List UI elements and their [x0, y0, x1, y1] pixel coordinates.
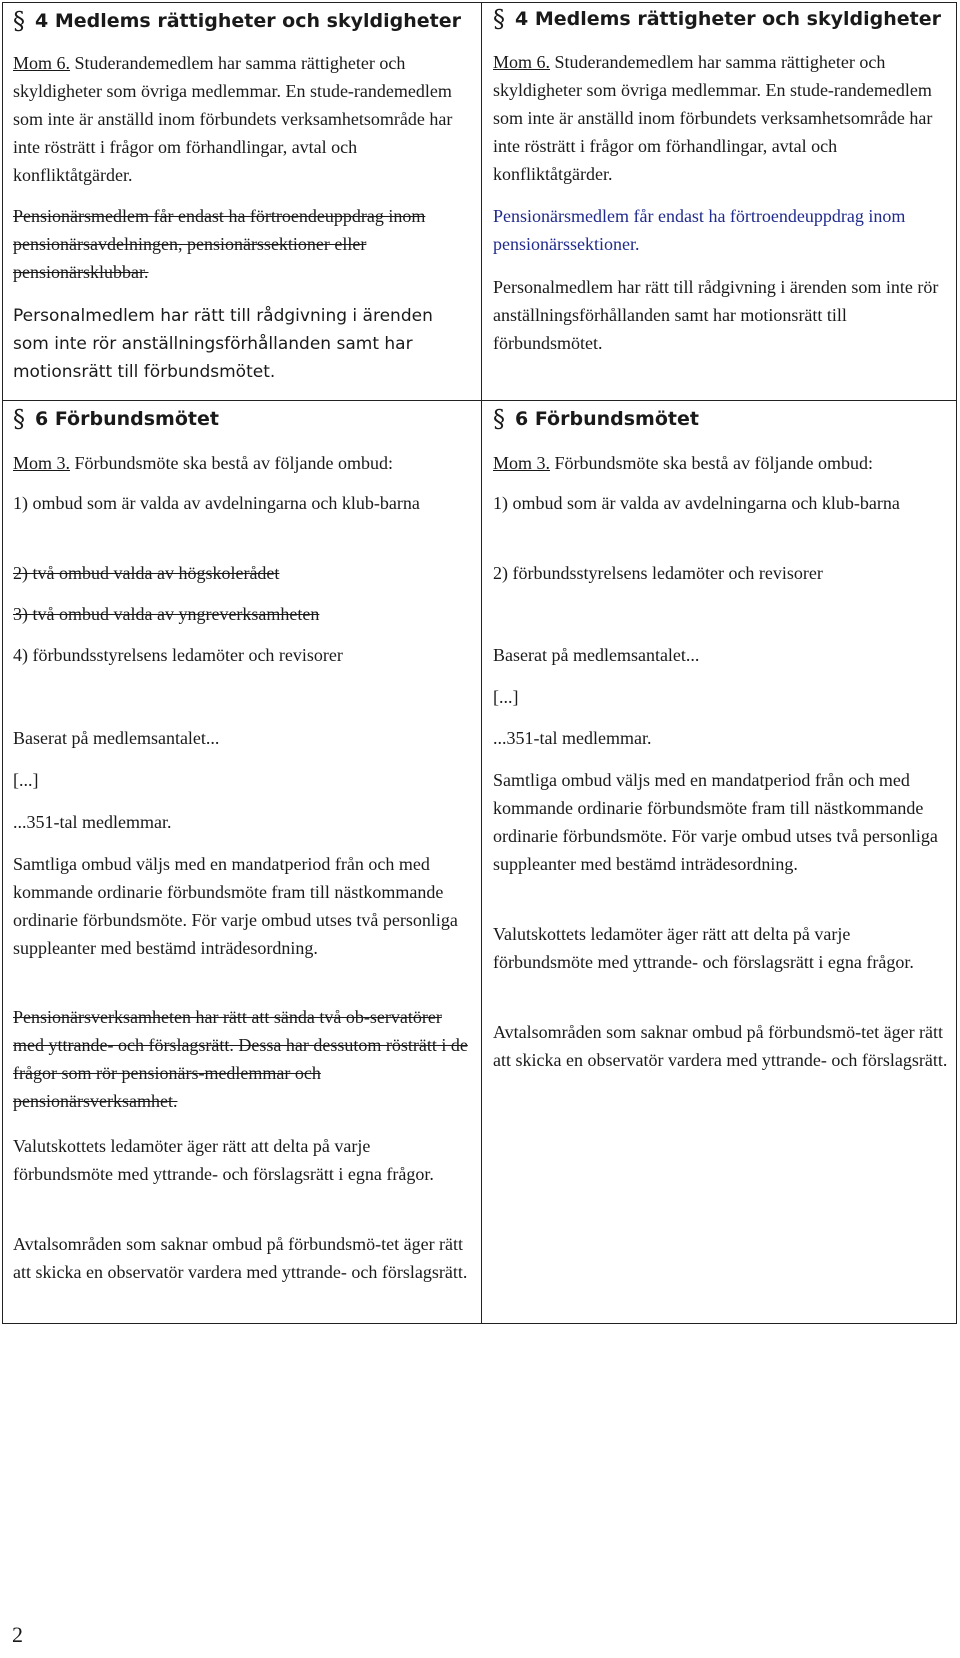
right-mom3-paragraph [493, 449, 951, 477]
right-item-1: 1) ombud som är valda av avdelningarna och klub-barna [493, 493, 900, 513]
mom6-label: Mom 6. [13, 53, 71, 73]
right-heading-section-4 [493, 5, 951, 33]
left-item-1: 1) ombud som är valda av avdelningarna och klub-barna [13, 493, 420, 513]
heading-text: 6 Förbundsmötet [515, 408, 699, 430]
left-heading-section-4 [13, 7, 473, 35]
heading-text: 6 Förbundsmötet [35, 408, 219, 430]
left-item-3: 3) två ombud valda av yngreverksamheten [13, 604, 320, 624]
right-ellipsis: [...] [493, 687, 519, 707]
left-pensionarsverksamhet-paragraph: Pensionärsverksamheten har rätt att sända två ob-servatörer med yttrande- och förslagsrätt. Dessa har dessutom rösträtt i de frågor som rör pensionärs-medlemmar och pensionärsverksamhet. [13, 1007, 468, 1111]
left-pensionar-paragraph: Pensionärsmedlem får endast ha förtroendeuppdrag inom pensionärsavdelningen, pensionärssektioner eller pensionärsklubbar. [13, 206, 426, 282]
page-number: 2 [12, 1622, 23, 1647]
mom3-text: Förbundsmöte ska bestå av följande ombud: [554, 453, 873, 473]
mom3-label: Mom 3. [493, 453, 551, 473]
mom3-text: Förbundsmöte ska bestå av följande ombud: [74, 453, 393, 473]
left-samtliga-paragraph: Samtliga ombud väljs med en mandatperiod från och med kommande ordinarie förbundsmöte fram till nästkommande ordinarie förbundsmöte. För varje ombud utses två personliga suppleanter med bestämd inträdesordning. [13, 854, 458, 958]
section-symbol: § [493, 405, 505, 433]
left-mom6-paragraph [13, 49, 473, 189]
right-valutskott-paragraph: Valutskottets ledamöter äger rätt att delta på varje förbundsmöte med yttrande- och förslagsrätt i egna frågor. [493, 924, 914, 972]
section-symbol: § [13, 7, 25, 35]
row-divider [3, 400, 956, 401]
right-pensionar-paragraph: Pensionärsmedlem får endast ha förtroendeuppdrag inom pensionärssektioner. [493, 206, 906, 254]
heading-text: 4 Medlems rättigheter och skyldigheter [35, 10, 461, 32]
right-samtliga-paragraph: Samtliga ombud väljs med en mandatperiod från och med kommande ordinarie förbundsmöte fram till nästkommande ordinarie förbundsmöte. För varje ombud utses två personliga suppleanter med bestämd inträdesordning. [493, 770, 938, 874]
right-baserat: Baserat på medlemsantalet... [493, 645, 700, 665]
heading-text: 4 Medlems rättigheter och skyldigheter [515, 8, 941, 30]
left-avtal-paragraph: Avtalsområden som saknar ombud på förbundsmö-tet äger rätt att skicka en observatör vardera med yttrande- och förslagsrätt. [13, 1234, 468, 1282]
left-item-4: 4) förbundsstyrelsens ledamöter och revisorer [13, 645, 343, 665]
right-mom6-paragraph [493, 48, 951, 188]
left-heading-section-6 [13, 405, 473, 433]
right-item-2: 2) förbundsstyrelsens ledamöter och revisorer [493, 563, 823, 583]
right-personal-paragraph: Personalmedlem har rätt till rådgivning i ärenden som inte rör anställningsförhållanden samt har motionsrätt till förbundsmötet. [493, 277, 939, 353]
section-symbol: § [13, 405, 25, 433]
left-item-2: 2) två ombud valda av högskolerådet [13, 563, 280, 583]
left-baserat: Baserat på medlemsantalet... [13, 728, 220, 748]
mom6-text: Studerandemedlem har samma rättigheter och skyldigheter som övriga medlemmar. En stude-randemedlem som inte är anställd inom förbundets verksamhetsområde har inte rösträtt i frågor om förhandlingar, avtal och konfliktåtgärder. [493, 52, 933, 184]
mom6-text: Studerandemedlem har samma rättigheter och skyldigheter som övriga medlemmar. En stude-randemedlem som inte är anställd inom förbundets verksamhetsområde har inte rösträtt i frågor om förhandlingar, avtal och konfliktåtgärder. [13, 53, 453, 185]
left-personal-paragraph: Personalmedlem har rätt till rådgivning i ärenden som inte rör anställningsförhållanden samt har motionsrätt till förbundsmötet. [13, 306, 433, 382]
column-divider [481, 3, 482, 1323]
left-mom3-paragraph [13, 449, 473, 477]
comparison-table [2, 2, 957, 1324]
mom6-label: Mom 6. [493, 52, 551, 72]
left-tal: ...351-tal medlemmar. [13, 812, 172, 832]
left-valutskott-paragraph: Valutskottets ledamöter äger rätt att delta på varje förbundsmöte med yttrande- och förslagsrätt i egna frågor. [13, 1136, 434, 1184]
right-tal: ...351-tal medlemmar. [493, 728, 652, 748]
right-avtal-paragraph: Avtalsområden som saknar ombud på förbundsmö-tet äger rätt att skicka en observatör vardera med yttrande- och förslagsrätt. [493, 1022, 948, 1070]
right-heading-section-6 [493, 405, 951, 433]
mom3-label: Mom 3. [13, 453, 71, 473]
left-ellipsis: [...] [13, 770, 39, 790]
section-symbol: § [493, 5, 505, 33]
